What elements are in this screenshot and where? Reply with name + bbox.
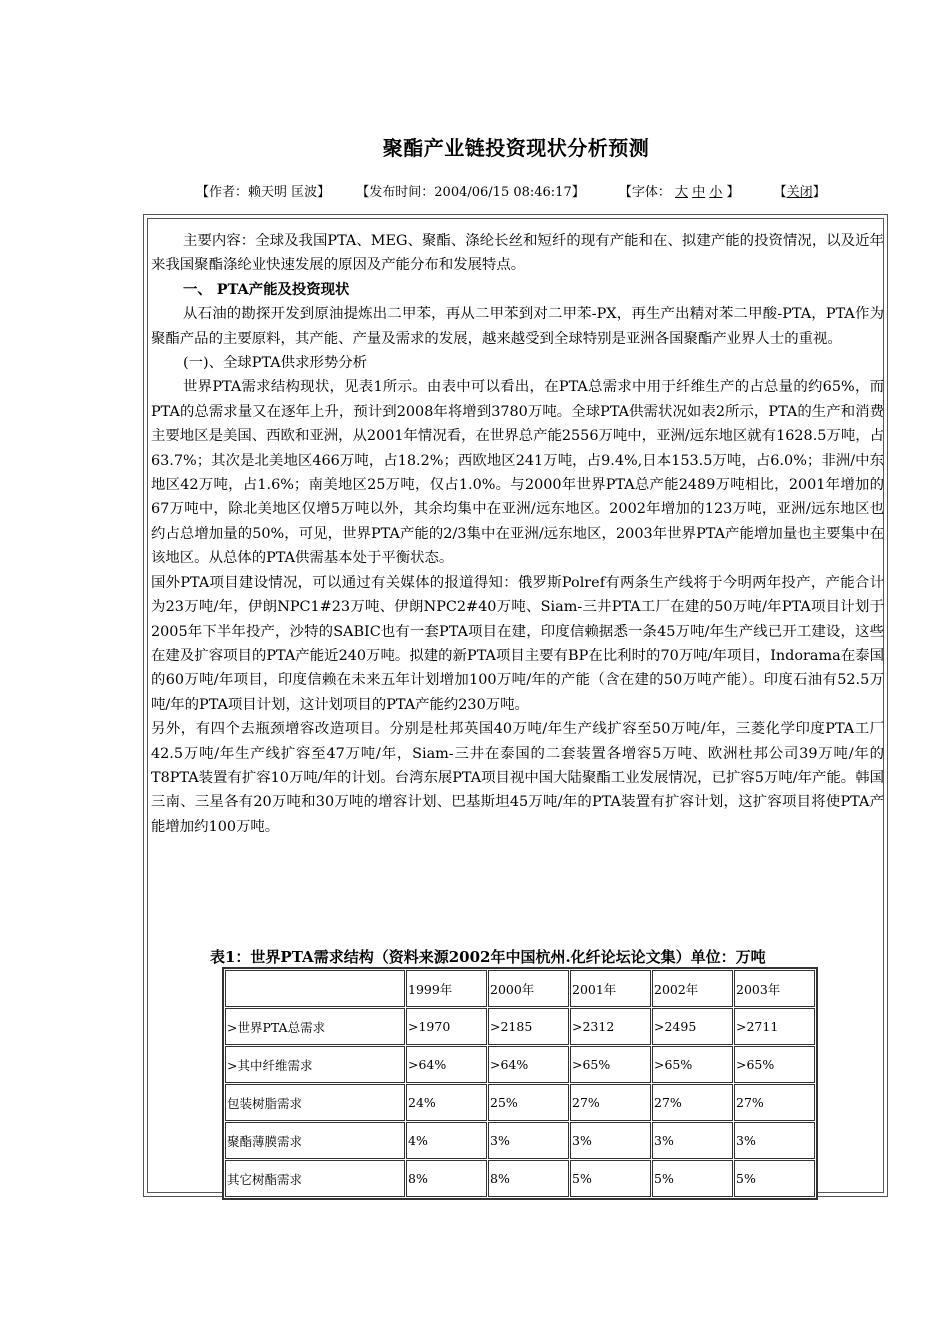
table-row xyxy=(225,1160,815,1197)
table-cell: >2185 xyxy=(488,1008,569,1045)
article-meta xyxy=(196,181,826,200)
table-cell: 27% xyxy=(570,1084,651,1121)
body-paragraph-3: 国外PTA项目建设情况，可以通过有关媒体的报道得知：俄罗斯Polref有两条生产线将于今明两年投产，产能合计为23万吨/年，伊朗NPC1#23万吨、伊朗NPC2#40万吨、Siam-三井PTA工厂在建的50万吨/年PTA项目计划于2005年下半年投产，沙特的SABIC也有一套PTA项目在建，印度信赖据悉一条45万吨/年生产线已开工建设，这些在建及扩容项目的PTA产能近240万吨。拟建的新PTA项目主要有BP在比利时的70万吨/年项目，Indorama在泰国的60万吨/年项目，印度信赖在未来五年计划增加100万吨/年的产能（含在建的50万吨产能）。印度石油有52.5万吨/年的PTA项目计划，这计划项目的PTA产能约230万吨。 xyxy=(151,574,884,713)
body-paragraph-2: 世界PTA需求结构现状，见表1所示。由表中可以看出，在PTA总需求中用于纤维生产的占总量的约65%，而PTA的总需求量又在逐年上升，预计到2008年将增到3780万吨。全球PTA供需状况如表2所示，PTA的生产和消费主要地区是美国、西欧和亚洲，从2001年情况看，在世界总产能2556万吨中，亚洲/远东地区就有1628.5万吨，占63.7%；其次是北美地区466万吨，占18.2%；西欧地区241万吨，占9.4%,日本153.5万吨，占6.0%；非洲/中东地区42万吨，占1.6%；南美地区25万吨，仅占1.0%。与2000年世界PTA总产能2489万吨相比，2001年增加的67万吨中，除北美地区仅增5万吨以外，其余均集中在亚洲/远东地区。2002年增加的123万吨，亚洲/远东地区也约占总增加量的50%，可见，世界PTA产能的2/3集中在亚洲/远东地区，2003年世界PTA产能增加量也主要集中在该地区。从总体的PTA供需基本处于平衡状态。 xyxy=(151,379,884,567)
table-row xyxy=(225,1084,815,1121)
summary-paragraph: 主要内容：全球及我国PTA、MEG、聚酯、涤纶长丝和短纤的现有产能和在、拟建产能的投资情况，以及近年来我国聚酯涤纶业快速发展的原因及产能分布和发展特点。 xyxy=(151,233,884,274)
table-cell: 3% xyxy=(652,1122,733,1159)
table-caption: 表1：世界PTA需求结构（资料来源2002年中国杭州.化纤论坛论文集）单位：万吨 xyxy=(210,948,766,966)
table-cell: >2495 xyxy=(652,1008,733,1045)
publish-time: 【发布时间：2004/06/15 08:46:17】 xyxy=(356,185,585,200)
header-cell: 2000年 xyxy=(488,970,569,1007)
subsection-heading-1: (一)、全球PTA供求形势分析 xyxy=(183,355,368,372)
article-body xyxy=(151,229,884,839)
table-row xyxy=(225,1046,815,1083)
close-prefix: 【 xyxy=(773,185,787,200)
table-cell: 5% xyxy=(570,1160,651,1197)
section-heading-1: 一、 PTA产能及投资现状 xyxy=(183,280,350,298)
table-header-row xyxy=(225,970,815,1007)
table-cell: >64% xyxy=(488,1046,569,1083)
close-link[interactable]: 关闭 xyxy=(786,185,813,200)
table-cell: 5% xyxy=(734,1160,815,1197)
font-small-link[interactable]: 小 xyxy=(709,185,723,200)
table-cell: 其它树酯需求 xyxy=(225,1160,405,1197)
table-cell: >2312 xyxy=(570,1008,651,1045)
font-medium-link[interactable]: 中 xyxy=(692,185,706,200)
header-cell: 1999年 xyxy=(406,970,487,1007)
header-cell: 2002年 xyxy=(652,970,733,1007)
table-cell: >2711 xyxy=(734,1008,815,1045)
table-cell: 3% xyxy=(734,1122,815,1159)
table-cell: 3% xyxy=(570,1122,651,1159)
table-cell: 3% xyxy=(488,1122,569,1159)
pta-demand-table xyxy=(222,967,818,1200)
table-cell: >其中纤维需求 xyxy=(225,1046,405,1083)
table-row xyxy=(225,1122,815,1159)
table-cell: 包装树脂需求 xyxy=(225,1084,405,1121)
table-cell: 聚酯薄膜需求 xyxy=(225,1122,405,1159)
table-cell: 25% xyxy=(488,1084,569,1121)
close-suffix: 】 xyxy=(812,185,826,200)
header-cell: 2001年 xyxy=(570,970,651,1007)
table-cell: >1970 xyxy=(406,1008,487,1045)
font-large-link[interactable]: 大 xyxy=(675,185,689,200)
table-cell: >65% xyxy=(734,1046,815,1083)
table-cell: 8% xyxy=(406,1160,487,1197)
table-cell: 27% xyxy=(734,1084,815,1121)
table-cell: 24% xyxy=(406,1084,487,1121)
table-cell: 8% xyxy=(488,1160,569,1197)
table-cell: >64% xyxy=(406,1046,487,1083)
body-paragraph-4: 另外，有四个去瓶颈增容改造项目。分别是杜邦英国40万吨/年生产线扩容至50万吨/年，三菱化学印度PTA工厂42.5万吨/年生产线扩容至47万吨/年，Siam-三井在泰国的二套装置各增容5万吨、欧洲杜邦公司39万吨/年的T8PTA装置有扩容10万吨/年的计划。台湾东展PTA项目视中国大陆聚酯工业发展情况，已扩容5万吨/年产能。韩国三南、三星各有20万吨和30万吨的增容计划、巴基斯坦45万吨/年的PTA装置有扩容计划，这扩容项目将使PTA产能增加约100万吨。 xyxy=(151,721,884,835)
page-title: 聚酯产业链投资现状分析预测 xyxy=(382,136,650,160)
font-size-suffix: 】 xyxy=(726,185,740,200)
table-cell: >65% xyxy=(570,1046,651,1083)
table-cell: 27% xyxy=(652,1084,733,1121)
table-cell: 5% xyxy=(652,1160,733,1197)
table-row xyxy=(225,1008,815,1045)
body-paragraph-1: 从石油的勘探开发到原油提炼出二甲苯，再从二甲苯到对二甲苯-PX，再生产出精对苯二甲酸-PTA，PTA作为聚酯产品的主要原料，其产能、产量及需求的发展，越来越受到全球特别是亚洲各国聚酯产业界人士的重视。 xyxy=(151,306,884,347)
header-cell: 2003年 xyxy=(734,970,815,1007)
font-size-prefix: 【字体： xyxy=(618,185,671,200)
table-cell: >65% xyxy=(652,1046,733,1083)
header-cell xyxy=(225,970,405,1007)
table-cell: >世界PTA总需求 xyxy=(225,1008,405,1045)
author-info: 【作者：赖天明 匡波】 xyxy=(196,185,331,200)
table-cell: 4% xyxy=(406,1122,487,1159)
